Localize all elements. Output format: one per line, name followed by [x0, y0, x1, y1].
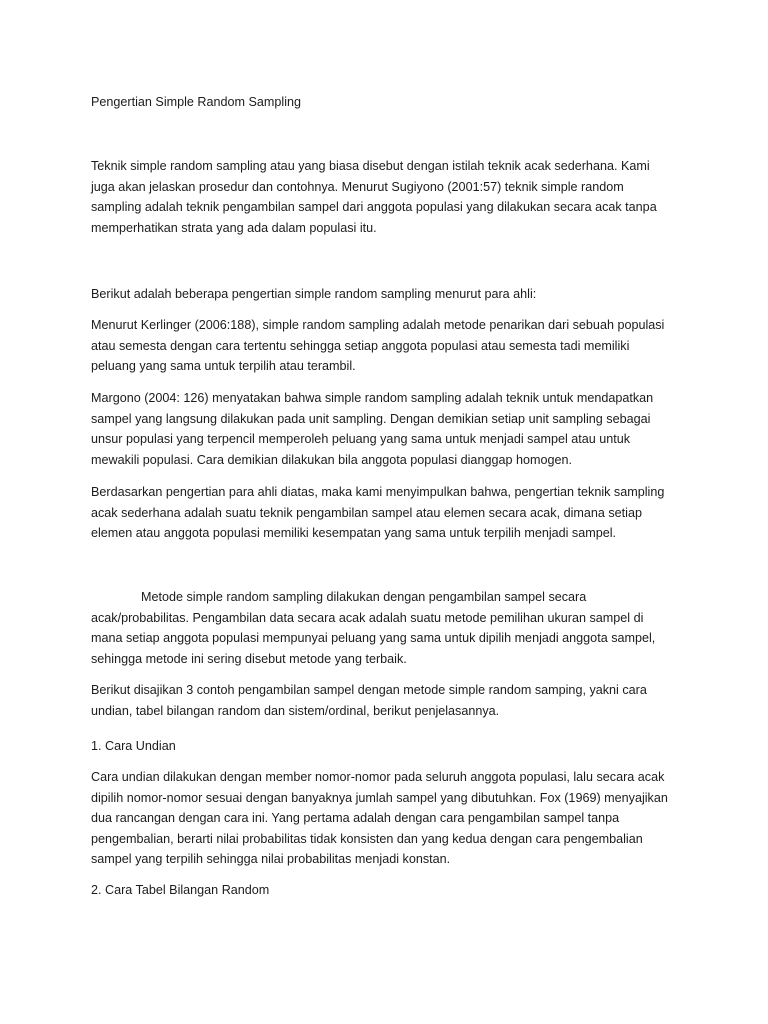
document-title: Pengertian Simple Random Sampling	[91, 95, 302, 109]
paragraph-undian: Cara undian dilakukan dengan member nomor-nomor pada seluruh anggota populasi, lalu secara acak dipilih nomor-nomor sesuai dengan banyaknya jumlah sampel yang dibutuhkan. Fox (1969) menyajikan dua rancangan dengan cara ini. Yang pertama adalah dengan cara pengambilan sampel tanpa pengembalian, berarti nilai probabilitas tidak konsisten dan yang kedua dengan cara pengembalian sampel yang terpilih sehingga nilai probabilitas menjadi konstan.	[91, 770, 668, 867]
paragraph-margono: Margono (2004: 126) menyatakan bahwa simple random sampling adalah teknik untuk mendapatkan sampel yang langsung dilakukan pada unit sampling. Dengan demikian setiap unit sampling sebagai unsur populasi yang terpencil memperoleh peluang yang sama untuk menjadi sampel atau untuk mewakili populasi. Cara demikian dilakukan bila anggota populasi dianggap homogen.	[91, 391, 654, 467]
paragraph-experts-intro: Berikut adalah beberapa pengertian simple random sampling menurut para ahli:	[91, 287, 537, 301]
paragraph-intro: Teknik simple random sampling atau yang biasa disebut dengan istilah teknik acak sederhana. Kami juga akan jelaskan prosedur dan contohnya. Menurut Sugiyono (2001:57) teknik simple random sampling adalah teknik pengambilan sampel dari anggota populasi yang dilakukan secara acak tanpa memperhatikan strata yang ada dalam populasi itu.	[91, 159, 657, 235]
heading-cara-undian: 1. Cara Undian	[91, 739, 176, 753]
paragraph-conclusion: Berdasarkan pengertian para ahli diatas, maka kami menyimpulkan bahwa, pengertian teknik sampling acak sederhana adalah suatu teknik pengambilan sampel atau elemen secara acak, dimana setiap elemen atau anggota populasi memiliki kesempatan yang sama untuk terpilih menjadi sampel.	[91, 485, 665, 541]
paragraph-method: Metode simple random sampling dilakukan dengan pengambilan sampel secara acak/probabilitas. Pengambilan data secara acak adalah suatu metode pemilihan ukuran sampel di mana setiap anggota populasi mempunyai peluang yang sama untuk dipilih menjadi anggota sampel, sehingga metode ini sering disebut metode yang terbaik.	[91, 590, 656, 666]
paragraph-examples-intro: Berikut disajikan 3 contoh pengambilan sampel dengan metode simple random samping, yakni cara undian, tabel bilangan random dan sistem/ordinal, berikut penjelasannya.	[91, 683, 647, 718]
heading-cara-tabel-bilangan-random: 2. Cara Tabel Bilangan Random	[91, 883, 270, 897]
paragraph-kerlinger: Menurut Kerlinger (2006:188), simple random sampling adalah metode penarikan dari sebuah populasi atau semesta dengan cara tertentu sehingga setiap anggota populasi atau semesta tadi memiliki peluang yang sama untuk terpilih atau terambil.	[91, 318, 665, 374]
